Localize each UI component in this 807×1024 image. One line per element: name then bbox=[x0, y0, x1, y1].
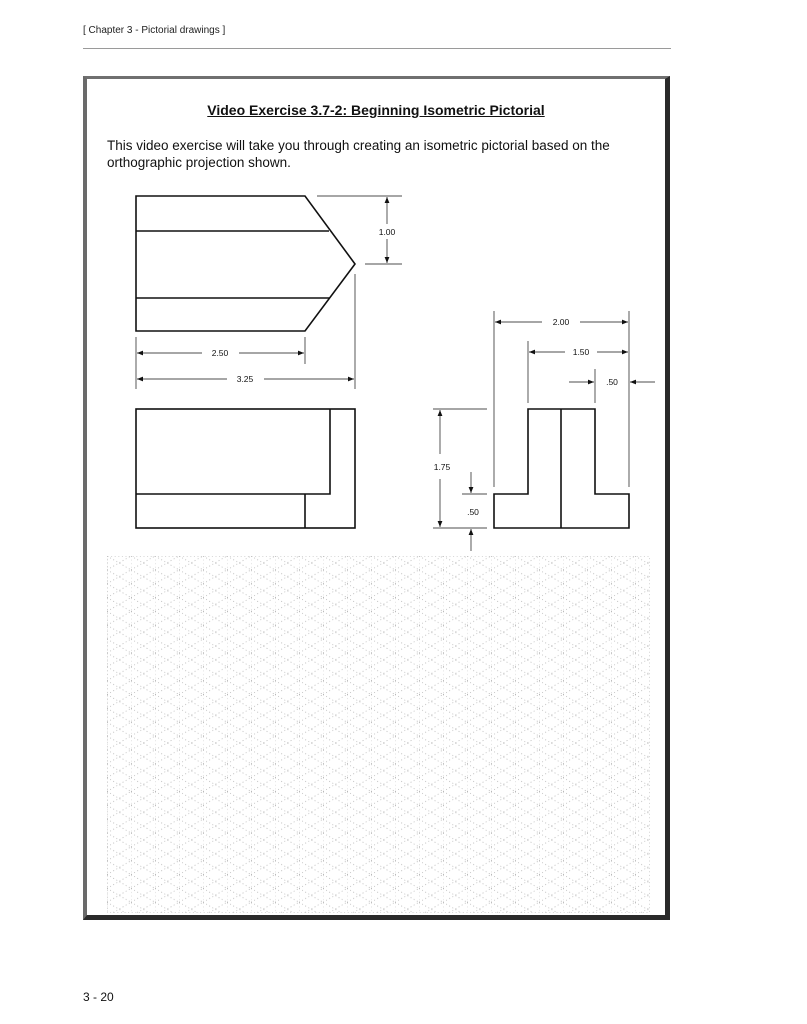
header-rule bbox=[83, 48, 671, 49]
dim-100-label: 1.00 bbox=[378, 227, 396, 237]
exercise-frame bbox=[83, 76, 670, 920]
dim-050-top-label: .50 bbox=[606, 377, 618, 387]
isometric-grid bbox=[107, 556, 650, 913]
orthographic-drawing bbox=[87, 79, 667, 559]
dim-250-label: 2.50 bbox=[211, 348, 229, 358]
front-view-outline bbox=[136, 409, 355, 528]
front-view bbox=[136, 409, 355, 528]
chapter-header: [ Chapter 3 - Pictorial drawings ] bbox=[83, 25, 226, 36]
top-view bbox=[136, 196, 355, 331]
dim-050-side-label: .50 bbox=[467, 507, 479, 517]
exercise-intro: This video exercise will take you through creating an isometric pictorial based on the orthographic projection shown. bbox=[107, 138, 610, 170]
side-view bbox=[494, 409, 629, 528]
top-view-outline bbox=[136, 196, 355, 331]
dim-175-label: 1.75 bbox=[433, 462, 451, 472]
front-view-step bbox=[136, 409, 330, 494]
dim-200-label: 2.00 bbox=[552, 317, 570, 327]
exercise-title: Video Exercise 3.7-2: Beginning Isometric Pictorial bbox=[207, 102, 545, 118]
dim-150-label: 1.50 bbox=[572, 347, 590, 357]
dim-325-label: 3.25 bbox=[236, 374, 254, 384]
page-number: 3 - 20 bbox=[83, 990, 114, 1004]
